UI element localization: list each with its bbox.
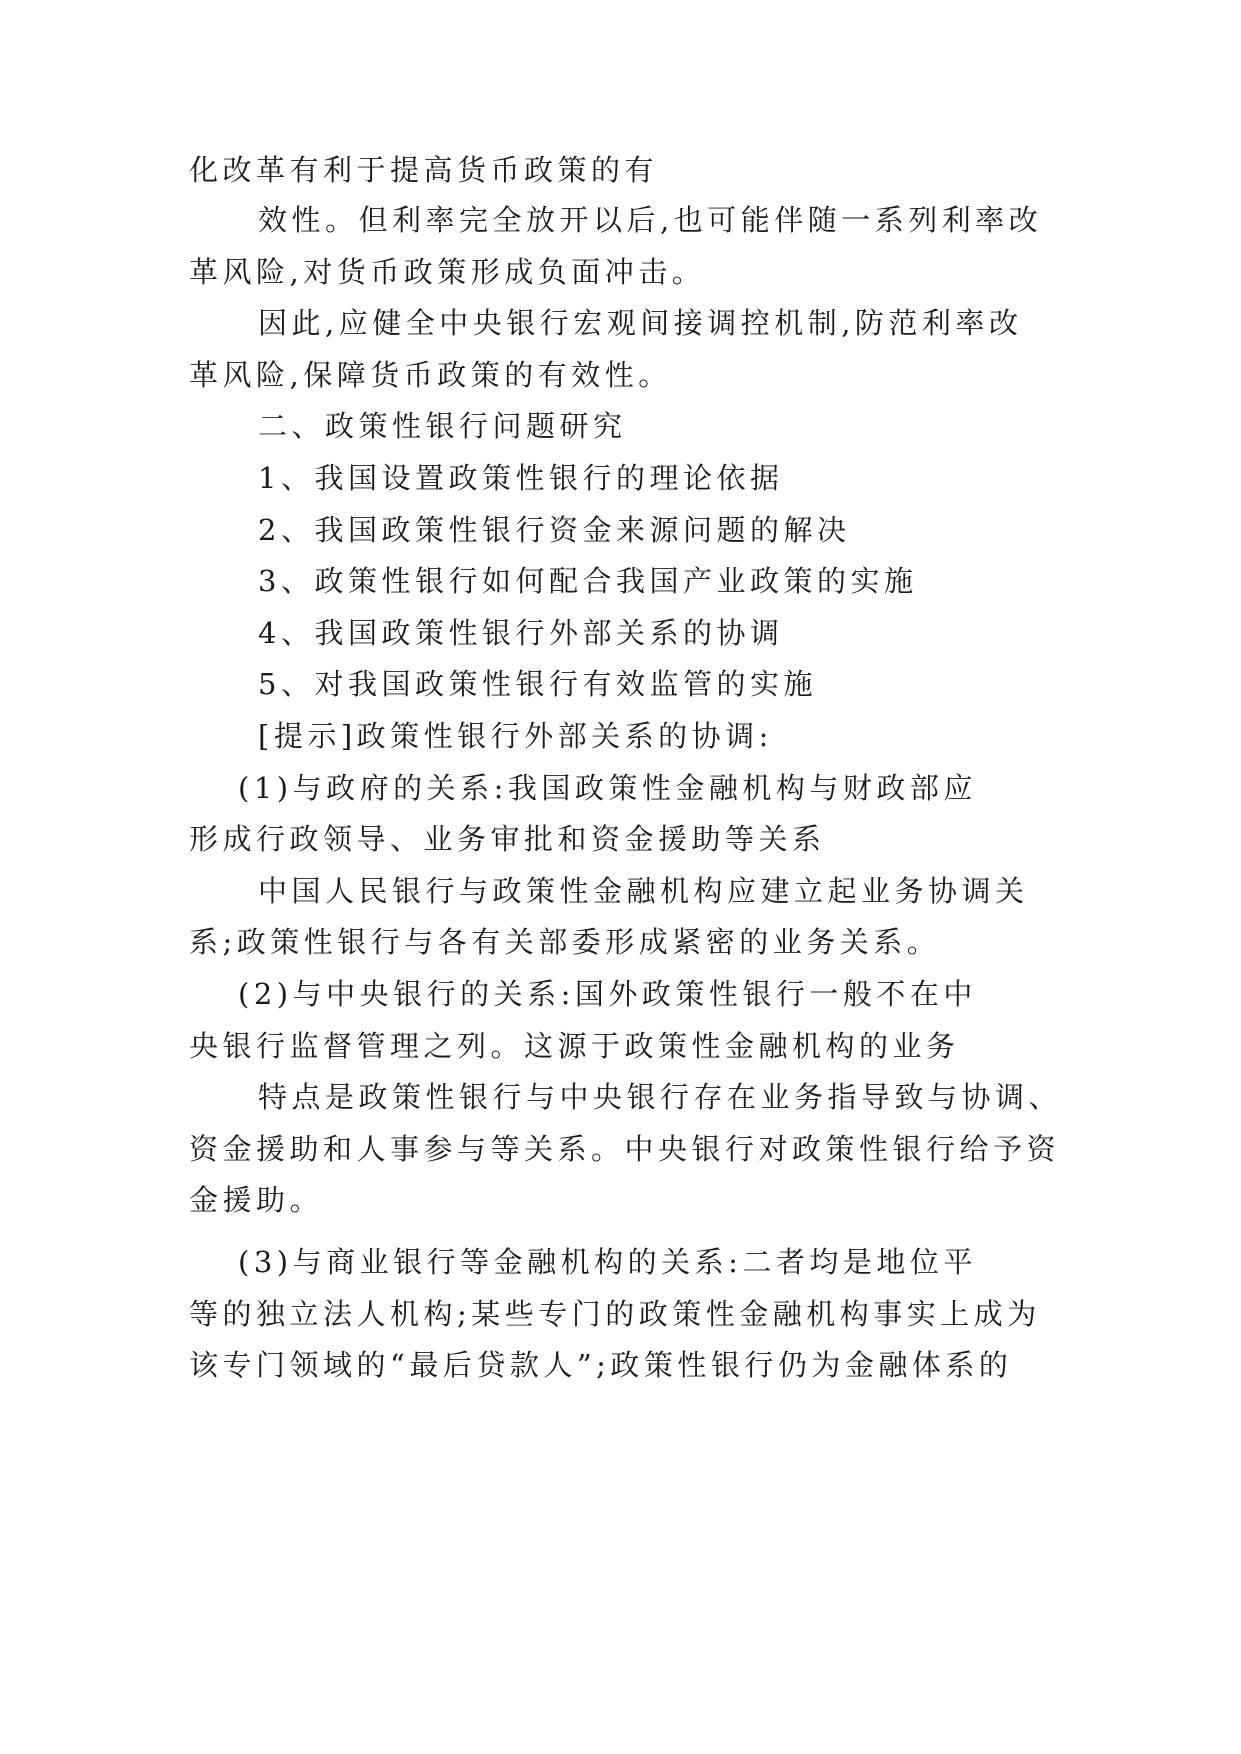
text-line-24: 该专门领域的“最后贷款人”;政策性银行仍为金融体系的	[189, 1348, 1013, 1382]
text-line-4: 因此,应健全中央银行宏观间接调控机制,防范利率改	[258, 306, 1023, 340]
text-line-22: (3)与商业银行等金融机构的关系:二者均是地位平	[238, 1245, 977, 1279]
list-item: 2、我国政策性银行资金来源问题的解决	[258, 513, 851, 547]
hint-heading: [提示]政策性银行外部关系的协调:	[258, 719, 773, 753]
text-line-15: 中国人民银行与政策性金融机构应建立起业务协调关	[258, 874, 1029, 908]
text-line-5: 革风险,保障货币政策的有效性。	[189, 358, 672, 392]
text-line-16: 系;政策性银行与各有关部委形成紧密的业务关系。	[189, 925, 941, 959]
text-line-17: (2)与中央银行的关系:国外政策性银行一般不在中	[238, 977, 977, 1011]
text-line-20: 资金援助和人事参与等关系。中央银行对政策性银行给予资	[189, 1132, 1061, 1166]
text-line-14: 形成行政领导、业务审批和资金援助等关系	[189, 822, 826, 856]
list-item: 4、我国政策性银行外部关系的协调	[258, 616, 784, 650]
section-heading: 二、政策性银行问题研究	[258, 409, 627, 443]
text-line-13: (1)与政府的关系:我国政策性金融机构与财政部应	[238, 771, 977, 805]
text-line-1: 化改革有利于提高货币政策的有	[189, 153, 659, 187]
text-line-18: 央银行监督管理之列。这源于政策性金融机构的业务	[189, 1029, 960, 1063]
list-item: 1、我国设置政策性银行的理论依据	[258, 461, 784, 495]
text-line-23: 等的独立法人机构;某些专门的政策性金融机构事实上成为	[189, 1297, 1041, 1331]
list-item: 5、对我国政策性银行有效监管的实施	[258, 667, 817, 701]
text-line-21: 金援助。	[189, 1183, 324, 1217]
text-line-2: 效性。但利率完全放开以后,也可能伴随一系列利率改	[258, 203, 1043, 237]
text-line-3: 革风险,对货币政策形成负面冲击。	[189, 255, 706, 289]
list-item: 3、政策性银行如何配合我国产业政策的实施	[258, 564, 918, 598]
text-line-19: 特点是政策性银行与中央银行存在业务指导致与协调、	[258, 1080, 1063, 1114]
